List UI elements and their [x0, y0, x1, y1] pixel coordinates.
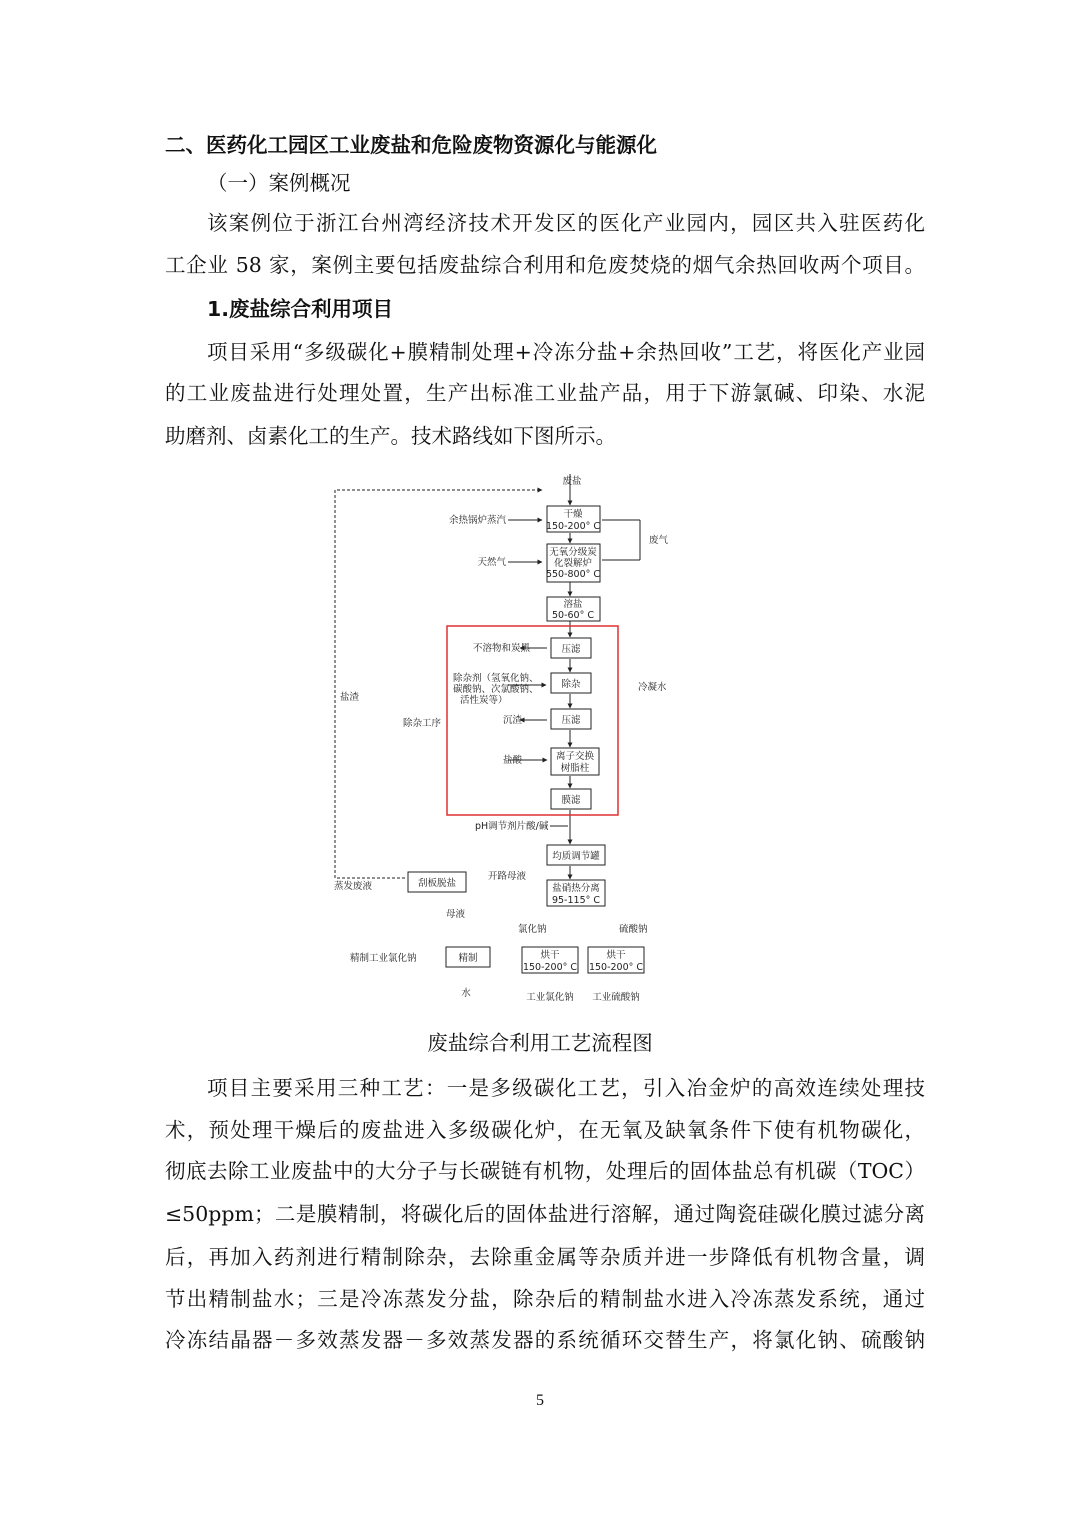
body-line: 节出精制盐水；三是冷冻蒸发分盐，除杂后的精制盐水进入冷冻蒸发系统，通过: [165, 1287, 925, 1311]
page-number: 5: [536, 1392, 544, 1409]
separation-temp: 95-115° C: [551, 895, 601, 906]
dissolve-label: 溶盐: [563, 599, 583, 610]
gas-label: 天然气: [477, 557, 506, 568]
refined-nacl-label: 精制工业氯化钠: [350, 953, 417, 964]
intro-line: 工企业 58 家，案例主要包括废盐综合利用和危废焚烧的烟气余热回收两个项目。: [165, 253, 925, 277]
project-line: 助磨剂、卤素化工的生产。技术路线如下图所示。: [165, 424, 616, 448]
figure-caption: 废盐综合利用工艺流程图: [427, 1031, 653, 1055]
filter1-label: 压滤: [561, 644, 581, 655]
membrane-label: 膜滤: [561, 795, 581, 806]
steam-label: 余热锅炉蒸汽: [448, 515, 506, 526]
subheading: （一）案例概况: [207, 171, 351, 195]
acid-label: 盐酸: [503, 755, 523, 766]
na2so4-label: 硫酸钠: [619, 924, 648, 935]
mother-open-label: 开路母液: [488, 871, 527, 882]
project-line: 项目采用“多级碳化+膜精制处理+冷冻分盐+余热回收”工艺，将医化产业园: [207, 340, 925, 364]
reagent-label: 碳酸钠、次氯酸钠、: [453, 684, 539, 695]
dry2-label: 烘干: [606, 950, 626, 961]
project-heading: 1.废盐综合利用项目: [207, 297, 394, 321]
input-salt: 废盐: [562, 476, 582, 487]
ind-na2so4-label: 工业硫酸钠: [592, 992, 640, 1003]
dissolve-temp: 50-60° C: [551, 610, 595, 621]
slag-label: 盐渣: [340, 692, 360, 703]
body-line: 术，预处理干燥后的废盐进入多级碳化炉，在无氧及缺氧条件下使有机物碳化，: [165, 1118, 925, 1142]
refine-label: 精制: [458, 953, 478, 964]
condensate-label: 冷凝水: [638, 682, 667, 693]
pyrolysis-temp: 550-800° C: [545, 569, 601, 580]
project-line: 的工业废盐进行处理处置，生产出标准工业盐产品，用于下游氯碱、印染、水泥: [165, 381, 925, 405]
section-heading: 二、医药化工园区工业废盐和危险废物资源化与能源化: [165, 133, 657, 157]
evap-waste-label: 蒸发废液: [334, 881, 373, 892]
reagent-label: 活性炭等）: [460, 695, 508, 706]
body-line: 冷冻结晶器－多效蒸发器－多效蒸发器的系统循环交替生产，将氯化钠、硫酸钠: [165, 1328, 925, 1352]
nacl-label: 氯化钠: [518, 924, 547, 935]
ind-nacl-label: 工业氯化钠: [526, 992, 574, 1003]
process-flow-diagram: [320, 470, 668, 1010]
insoluble-label: 不溶物和炭黑: [473, 643, 531, 654]
exhaust-label: 废气: [648, 535, 668, 546]
ph-label: pH调节剂片酸/碱: [475, 821, 549, 832]
equalize-label: 均质调节罐: [552, 851, 600, 862]
separation-label: 盐硝热分离: [552, 883, 600, 894]
intro-line: 该案例位于浙江台州湾经济技术开发区的医化产业园内，园区共入驻医药化: [207, 211, 925, 235]
filter2-label: 压滤: [561, 715, 581, 726]
dry1-temp: 150-200° C: [522, 962, 578, 973]
dry2-temp: 150-200° C: [588, 962, 644, 973]
dry1-label: 烘干: [540, 950, 560, 961]
drying-label: 干燥: [563, 509, 583, 520]
scrape-label: 刮板脱盐: [417, 878, 457, 889]
body-line: 彻底去除工业废盐中的大分子与长碳链有机物，处理后的固体盐总有机碳（TOC）: [165, 1159, 925, 1183]
reagent-label: 除杂剂（氢氧化钠、: [453, 673, 539, 684]
sediment-label: 沉渣: [503, 715, 523, 726]
water-label: 水: [461, 988, 471, 999]
pyrolysis-label: 化裂解炉: [553, 558, 593, 569]
drying-temp: 150-200° C: [545, 521, 601, 532]
process-label: 除杂工序: [403, 718, 442, 729]
body-line: 项目主要采用三种工艺：一是多级碳化工艺，引入冶金炉的高效连续处理技: [207, 1076, 925, 1100]
pyrolysis-label: 无氧分级炭: [549, 547, 597, 558]
purify-label: 除杂: [561, 679, 581, 690]
body-line: 后，再加入药剂进行精制除杂，去除重金属等杂质并进一步降低有机物含量，调: [165, 1245, 925, 1269]
ion-label: 离子交换: [555, 751, 595, 762]
body-line: ≤50ppm；二是膜精制，将碳化后的固体盐进行溶解，通过陶瓷硅碳化膜过滤分离: [165, 1202, 925, 1226]
ion-label: 树脂柱: [560, 763, 590, 774]
mother-label: 母液: [446, 909, 466, 920]
